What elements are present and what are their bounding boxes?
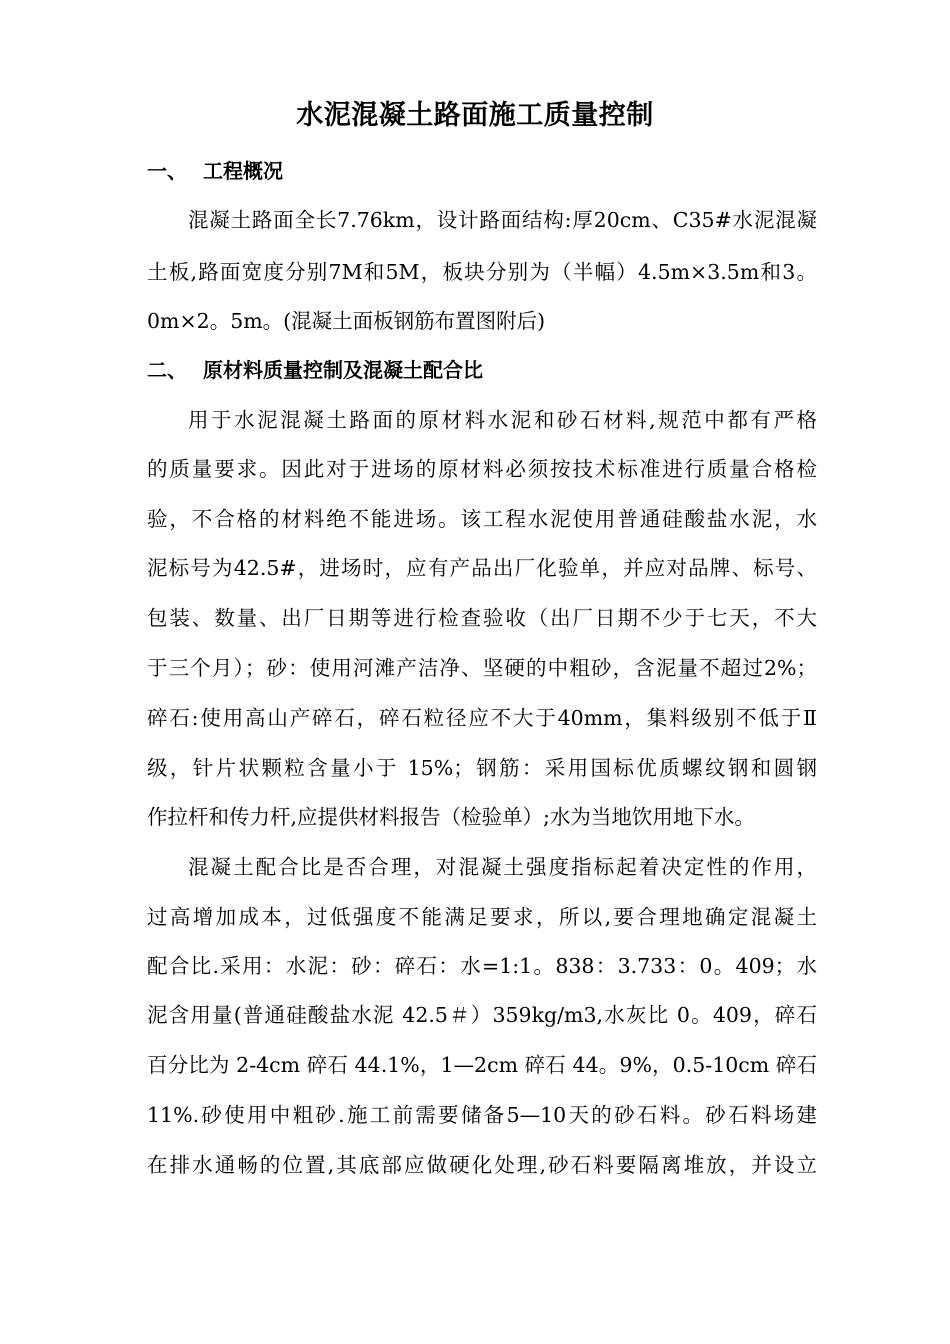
paragraph-line: 作拉杆和传力杆,应提供材料报告（检验单）;水为当地饮用地下水。 [147, 805, 755, 829]
paragraph-line: 验，不合格的材料绝不能进场。该工程水泥使用普通硅酸盐水泥，水 [147, 507, 817, 531]
section-number: 一、 [147, 159, 187, 183]
paragraph-line: 泥标号为42.5#，进场时，应有产品出厂化验单，并应对品牌、标号、 [147, 556, 817, 580]
paragraph-line: 0m×2。5m。(混凝土面板钢筋布置图附后) [147, 309, 546, 333]
paragraph-line: 于三个月）；砂：使用河滩产洁净、坚硬的中粗砂，含泥量不超过2%； [147, 656, 817, 680]
paragraph-line: 土板,路面宽度分别7M和5M，板块分别为（半幅）4.5m×3.5m和3。 [147, 260, 817, 284]
paragraph-line: 配合比.采用：水泥：砂：碎石：水=1:1。838：3.733：0。409；水 [147, 954, 817, 978]
paragraph-line: 混凝土配合比是否合理，对混凝土强度指标起着决定性的作用， [188, 855, 817, 879]
section-heading-text: 工程概况 [203, 159, 283, 183]
paragraph-line: 混凝土路面全长7.76km，设计路面结构:厚20cm、C35#水泥混凝 [188, 208, 817, 232]
paragraph-line: 百分比为 2-4cm 碎石 44.1%，1—2cm 碎石 44。9%，0.5-10cm 碎石 [147, 1053, 817, 1077]
paragraph-line: 包装、数量、出厂日期等进行检查验收（出厂日期不少于七天，不大 [147, 606, 817, 630]
paragraph-line: 泥含用量(普通硅酸盐水泥 42.5＃）359kg/m3,水灰比 0。409，碎石 [147, 1003, 817, 1027]
section-heading-materials [147, 355, 483, 385]
section-heading-text: 原材料质量控制及混凝土配合比 [203, 358, 483, 382]
paragraph-line: 11%.砂使用中粗砂.施工前需要储备5—10天的砂石料。砂石料场建 [147, 1103, 817, 1127]
paragraph-line: 级，针片状颗粒含量小于 15%；钢筋：采用国标优质螺纹钢和圆钢 [147, 756, 817, 780]
paragraph-line: 碎石:使用高山产碎石，碎石粒径应不大于40mm，集料级别不低于Ⅱ [147, 706, 817, 730]
paragraph-line: 在排水通畅的位置,其底部应做硬化处理,砂石料要隔离堆放，并设立 [147, 1153, 817, 1177]
document-title: 水泥混凝土路面施工质量控制 [296, 100, 654, 131]
section-number: 二、 [147, 358, 187, 382]
paragraph-line: 的质量要求。因此对于进场的原材料必须按技术标准进行质量合格检 [147, 457, 817, 481]
paragraph-line: 用于水泥混凝土路面的原材料水泥和砂石材料,规范中都有严格 [188, 408, 817, 432]
section-heading-overview [147, 156, 283, 186]
paragraph-line: 过高增加成本，过低强度不能满足要求，所以,要合理地确定混凝土 [147, 905, 817, 929]
